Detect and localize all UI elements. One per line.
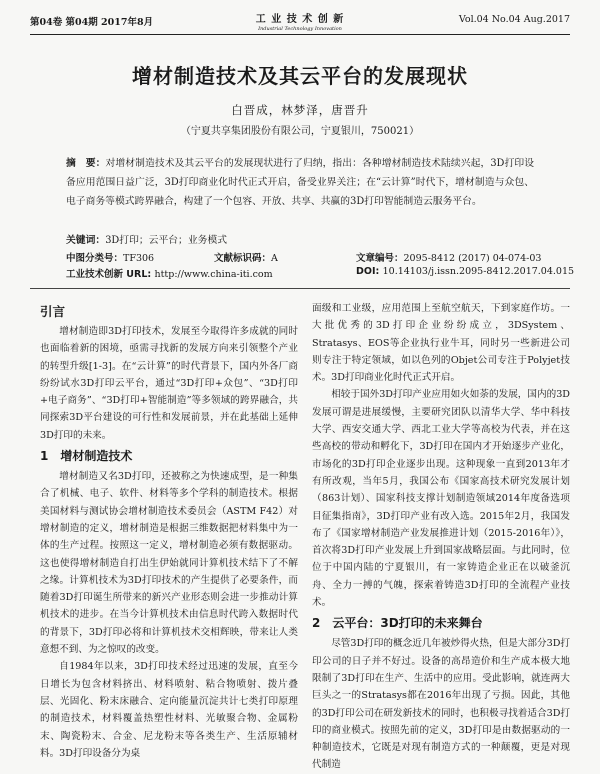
volume-info: Vol.04 No.04 Aug.2017 [458, 14, 570, 25]
doccode-label: 文献标识码： [214, 253, 272, 264]
affiliation: （宁夏共享集团股份有限公司，宁夏银川，750021） [180, 126, 420, 137]
section-2-heading: 2 云平台：3D打印的未来舞台 [312, 616, 483, 631]
section-1-heading: 1 增材制造技术 [40, 449, 133, 464]
abstract-text: 对增材制造技术及其云平台的发展现状进行了归纳，指出：各种增材制造技术陆续兴起，3D打印设备应用范围日益广泛，3D打印商业化时代正式开启，备受业界关注；在“云计算”时代下，增材制造与众包、电子商务等模式跨界融合，构建了一个包容、开放、共享、共赢的3D打印智能制造云服务平台。 [66, 158, 535, 207]
right-paragraph-2: 相较于国外3D打印产业应用如火如荼的发展，国内的3D发展可谓是进展缓慢，主要研究团队以清华大学、华中科技大学、西安交通大学、西北工业大学等高校为代表，并在这些高校的带动和孵化下，3D打印在国内才开始逐步产业化，市场化的3D打印企业逐步出现。这种现象一直到2013年才有所改观，当年5月，我国公布《国家高技术研究发展计划（863计划）、国家科技支撑计划制造领域2014年度备选项目征集指南》，3D打印产业有改入选。2015年2月，我国发布了《国家增材制造产业发展推进计划（2015-2016年）》，首次将3D打印产业发展上升到国家战略层面。与此同时，位位于中国内陆的宁夏银川，有一家铸造企业正在以破釜沉舟、全力一搏的气魄，探索着铸造3D打印的全流程产业技术。 [312, 389, 570, 609]
right-column [312, 300, 570, 774]
doi-label: DOI: [356, 266, 383, 277]
article-title: 增材制造技术及其云平台的发展现状 [132, 64, 468, 88]
journal-name-zh: 工 业 技 术 创 新 [255, 14, 345, 25]
url-value[interactable]: http://www.china-iti.com [154, 269, 273, 280]
issue-info: 第04卷 第04期 2017年8月 [30, 17, 154, 28]
journal-name-en: Industrial Technology Innovation [258, 26, 342, 32]
clc-value: TF306 [123, 253, 155, 264]
intro-paragraph: 增材制造即3D打印技术，发展至今取得许多成就的同时也面临着新的困境，亟需寻找新的发展方向来引领整个产业的转型升级[1-3]。在“云计算”的时代背景下，国内外各厂商纷纷试水3D打印云平台，通过“3D打印+众包”、“3D打印+电子商务”、“3D打印+智能制造”等多领域的跨界融合，共同探索3D平台建设的可行性和发展前景，并在此基础上延伸3D打印的未来。 [40, 326, 298, 441]
url-label: 工业技术创新 URL: [66, 269, 155, 280]
authors: 白晋成，林梦泽，唐晋升 [231, 103, 369, 117]
doccode-value: A [271, 253, 278, 264]
running-header [30, 8, 570, 35]
keywords [66, 232, 227, 246]
abstract [66, 154, 534, 211]
clc-label: 中图分类号： [66, 253, 124, 264]
artno-label: 文章编号： [356, 253, 404, 264]
right-paragraph-1: 面级和工业级，应用范围上至航空航天，下到家庭作坊。一大批优秀的3D打印企业纷纷成立，3DSystem、Stratasys、EOS等企业执行业牛耳，同时另一些新进公司则专注于特定领域，如以色列的Objet公司专注于Polyjet技术。3D打印商业化时代正式开启。 [312, 303, 570, 384]
left-column [40, 300, 298, 762]
artno-value: 2095-8412 (2017) 04-074-03 [403, 253, 542, 264]
keywords-text: 3D打印；云平台；业务模式 [105, 235, 228, 246]
intro-heading: 引言 [40, 304, 66, 319]
keywords-label: 关键词： [66, 235, 106, 246]
section-2-paragraph-1: 尽管3D打印的概念近几年被炒得火热，但是大部分3D打印公司的日子并不好过。设备的高昂造价和生产成本极大地限制了3D打印在生产、生活中的应用。受此影响，就连两大巨头之一的Stratasys都在2016年出现了亏损。因此，其他的3D打印公司在研发新技术的同时，也积极寻找着适合3D打印的商业模式。按照先前的定义，3D打印是由数据驱动的一种制造技术，它既是对现有制造方式的一种颠覆，更是对现代制造 [312, 638, 570, 771]
doi-value: 10.14103/j.issn.2095-8412.2017.04.015 [382, 266, 575, 277]
abstract-label: 摘 要： [66, 158, 106, 169]
section-1-paragraph-2: 自1984年以来，3D打印技术经过迅速的发展，直至今日增长为包含材料挤出、材料喷射、粘合物喷射、拨片叠层、光固化、粉末床融合、定向能量沉淀共计七类打印原理的制造技术，材料覆盖热塑性材料、光敏聚合物、金属粉末、陶瓷粉末、合金、尼龙粉末等各类生产、生活原辅材料。3D打印设备分为桌 [40, 661, 298, 759]
divider [30, 288, 570, 289]
section-1-paragraph-1: 增材制造又名3D打印，还被称之为快速成型，是一种集合了机械、电子、软件、材料等多个学科的制造技术。根据美国材料与测试协会增材制造技术委员会（ASTM F42）对增材制造的定义，增材制造是根据三维数据把材料集中为一体的生产过程。按照这一定义，增材制造必须有数据驱动。这也使得增材制造自打出生伊始就同计算机技术结下了不解之缘。计算机技术为3D打印技术的产生提供了必要条件，而随着3D打印诞生所带来的新兴产业形态则会进一步推动计算机技术的进步。在当今计算机技术由信息时代跨入数据时代的背景下，3D打印必将和计算机技术交相辉映，带来让人类意想不到、为之惊叹的改变。 [40, 471, 298, 656]
